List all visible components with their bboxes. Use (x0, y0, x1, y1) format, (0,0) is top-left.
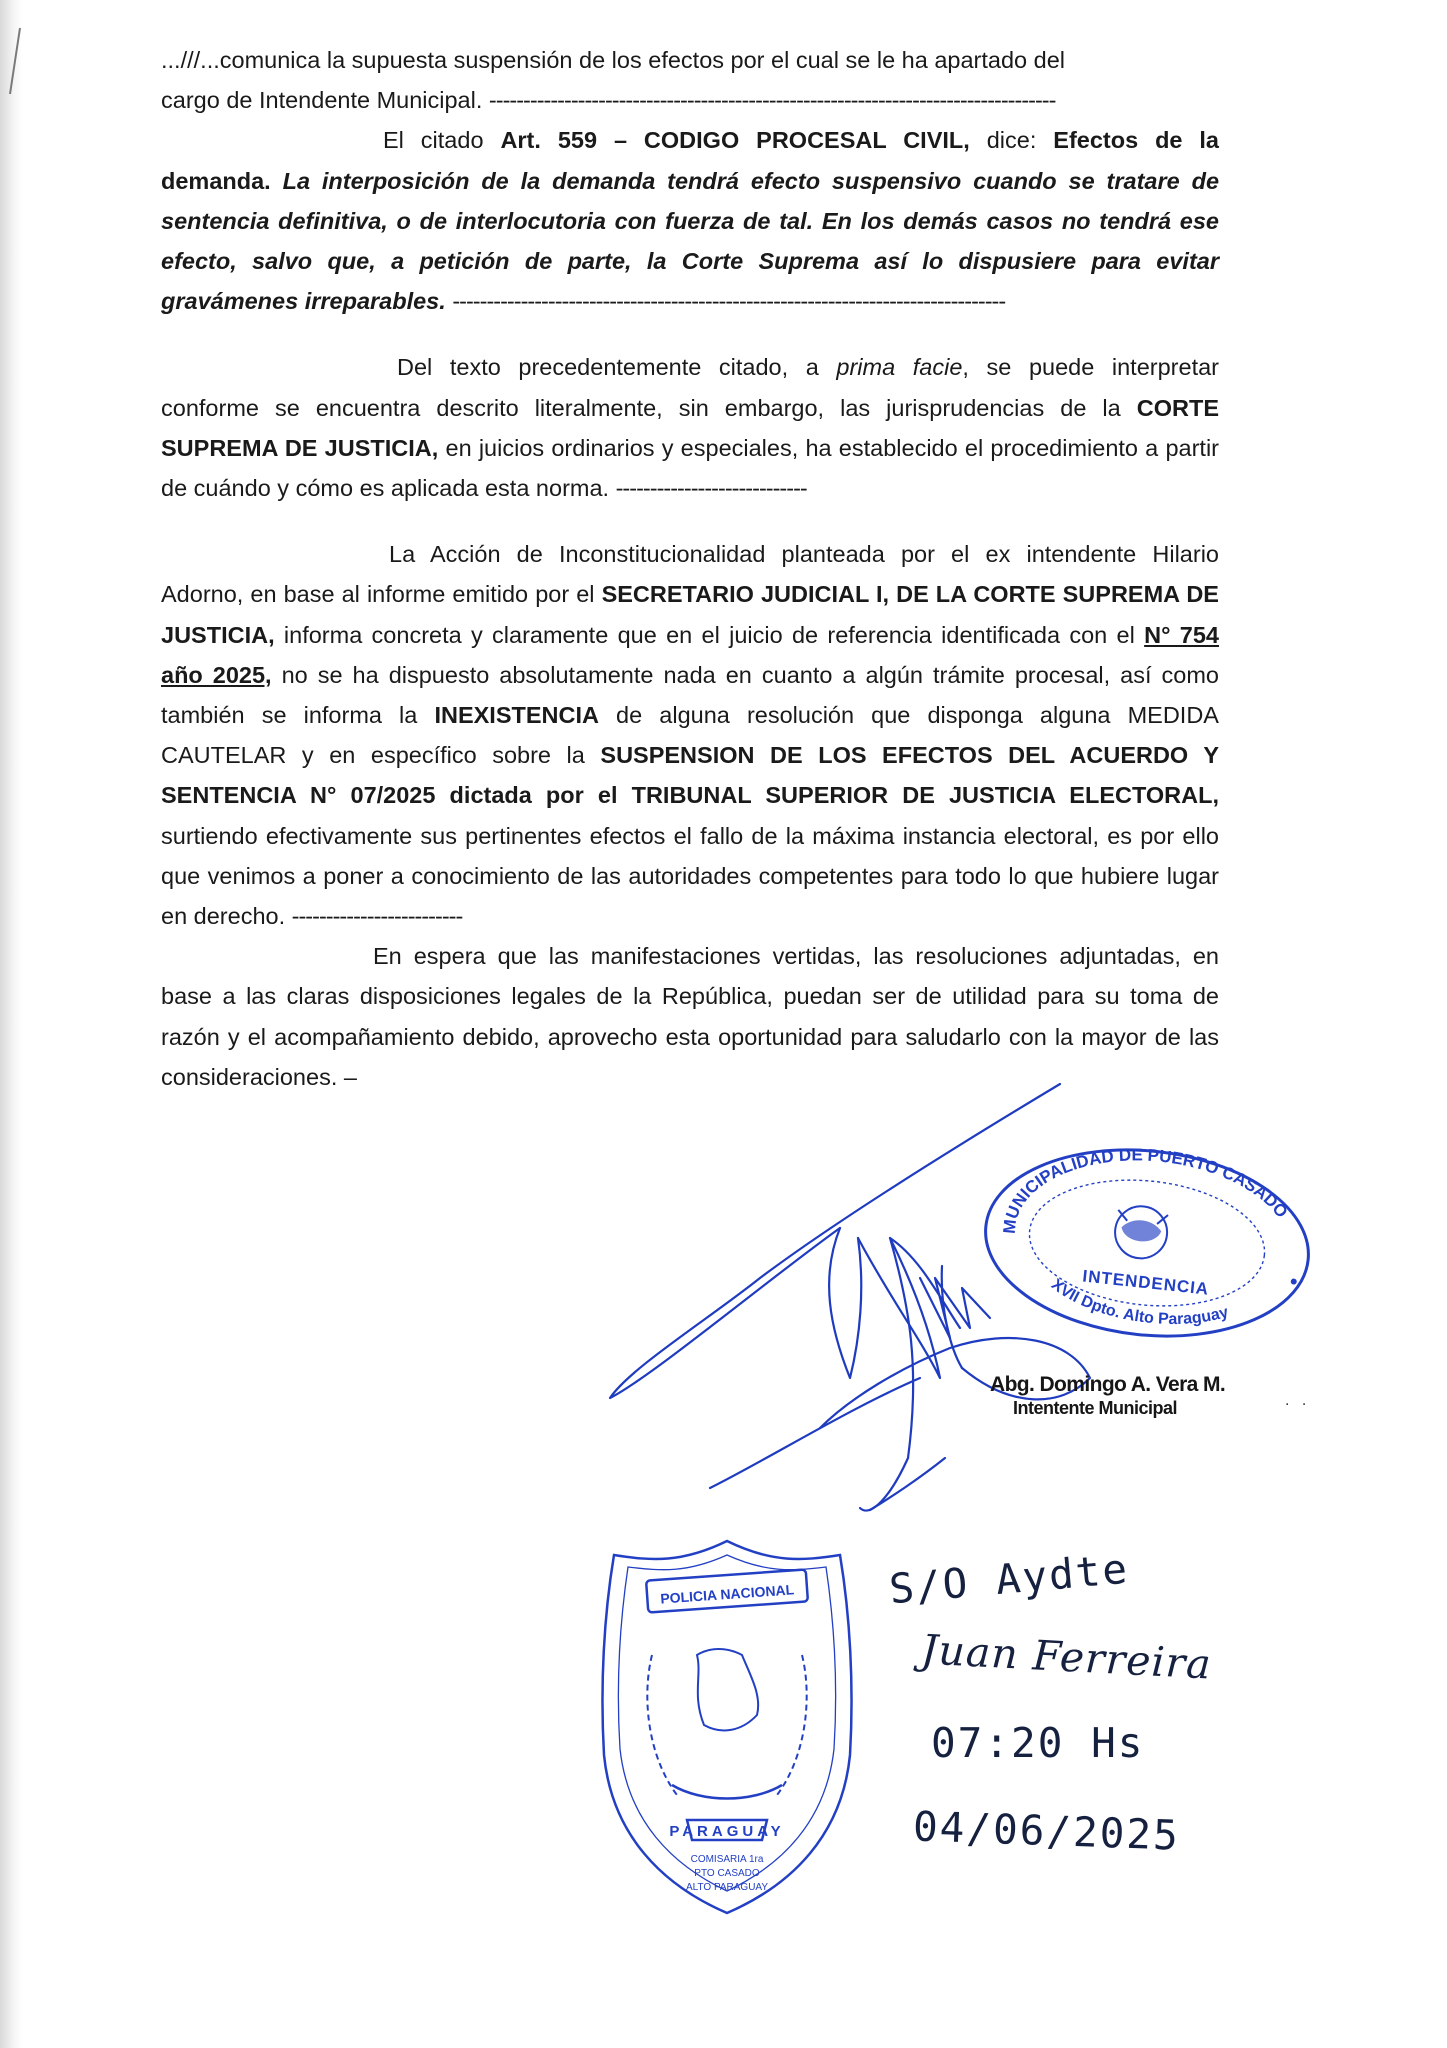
svg-text:PARAGUAY: PARAGUAY (669, 1823, 785, 1840)
paragraph-closing: En espera que las manifestaciones vertidas, las resoluciones adjuntadas, en base a las claras disposiciones legales de la República, puedan ser de utilidad para su toma de razón y el acompañamiento debido, aprovecho esta oportunidad para saludarlo con la mayor de las consideraciones. – (161, 943, 1219, 1090)
svg-text:POLICIA NACIONAL: POLICIA NACIONAL (659, 1581, 795, 1607)
municipal-seal (975, 1138, 1320, 1348)
svg-text:XVII Dpto. Alto Paraguay: XVII Dpto. Alto Paraguay (1047, 1275, 1231, 1328)
trailing-dots: . . (1285, 1392, 1311, 1409)
svg-text:COMISARIA 1ra: COMISARIA 1ra (690, 1854, 764, 1865)
svg-text:MUNICIPALIDAD DE PUERTO CASADO: MUNICIPALIDAD DE PUERTO CASADO (999, 1145, 1292, 1235)
svg-text:PTO CASADO: PTO CASADO (694, 1868, 760, 1879)
signer-block (990, 1373, 1225, 1419)
paragraph-interpretation: Del texto precedentemente citado, a prima facie, se puede interpretar conforme se encuentra descrito literalmente, sin embargo, las jurisprudencias de la CORTE SUPREMA DE JUSTICIA, en juicios ordinarios y especiales, ha establecido el procedimiento a partir de cuándo y cómo es aplicada esta norma. ---------------------------- (161, 354, 1219, 502)
signer-role: Intentente Municipal (1013, 1398, 1178, 1418)
coat-of-arms-icon (1113, 1204, 1170, 1261)
hw-time: 07:20 Hs (931, 1719, 1145, 1767)
hw-receiver-name: Juan Ferreira (919, 1625, 1213, 1689)
svg-text:INTENDENCIA: INTENDENCIA (1081, 1266, 1211, 1299)
signer-name: Abg. Domingo A. Vera M. (990, 1373, 1226, 1396)
hw-recipient: S/O Aydte (887, 1544, 1131, 1614)
police-seal (592, 1535, 862, 1915)
scan-artifact-mark (6, 26, 26, 96)
paragraph-unconstitutionality-action: La Acción de Inconstitucionalidad planteada por el ex intendente Hilario Adorno, en base al informe emitido por el SECRETARIO JUDICIAL I, DE LA CORTE SUPREMA DE JUSTICIA, informa concreta y claramente que en el juicio de referencia identificada con el N° 754 año 2025, no se ha dispuesto absolutamente nada en cuanto a algún trámite procesal, así como también se informa la INEXISTENCIA de alguna resolución que disponga alguna MEDIDA CAUTELAR y en específico sobre la SUSPENSION DE LOS EFECTOS DEL ACUERDO Y SENTENCIA N° 07/2025 dictada por el TRIBUNAL SUPERIOR DE JUSTICIA ELECTORAL, surtiendo efectivamente sus pertinentes efectos el fallo de la máxima instancia electoral, es por ello que venimos a poner a conocimiento de las autoridades competentes para todo lo que hubiere lugar en derecho. ------------------------- (161, 541, 1220, 930)
paragraph-article-559: El citado Art. 559 – CODIGO PROCESAL CIVIL, dice: Efectos de la demanda. La interposición de la demanda tendrá efecto suspensivo cuando se tratare de sentencia definitiva, o de interlocutoria con fuerza de tal. En los demás casos no tendrá ese efecto, salvo que, a petición de parte, la Corte Suprema así lo dispusiere para evitar gravámenes irreparables. --------------------------------------------------------------------------------- (161, 127, 1220, 315)
hw-date: 04/06/2025 (912, 1802, 1181, 1860)
letter-body (161, 40, 1219, 1097)
svg-text:ALTO PARAGUAY: ALTO PARAGUAY (685, 1882, 769, 1893)
scan-edge-shadow (0, 0, 22, 2048)
paragraph-continuation: ...///...comunica la supuesta suspensión de los efectos por el cual se le ha apartado del cargo de Intendente Municipal. ----------------------------------------------------------------------------------- (161, 47, 1065, 114)
